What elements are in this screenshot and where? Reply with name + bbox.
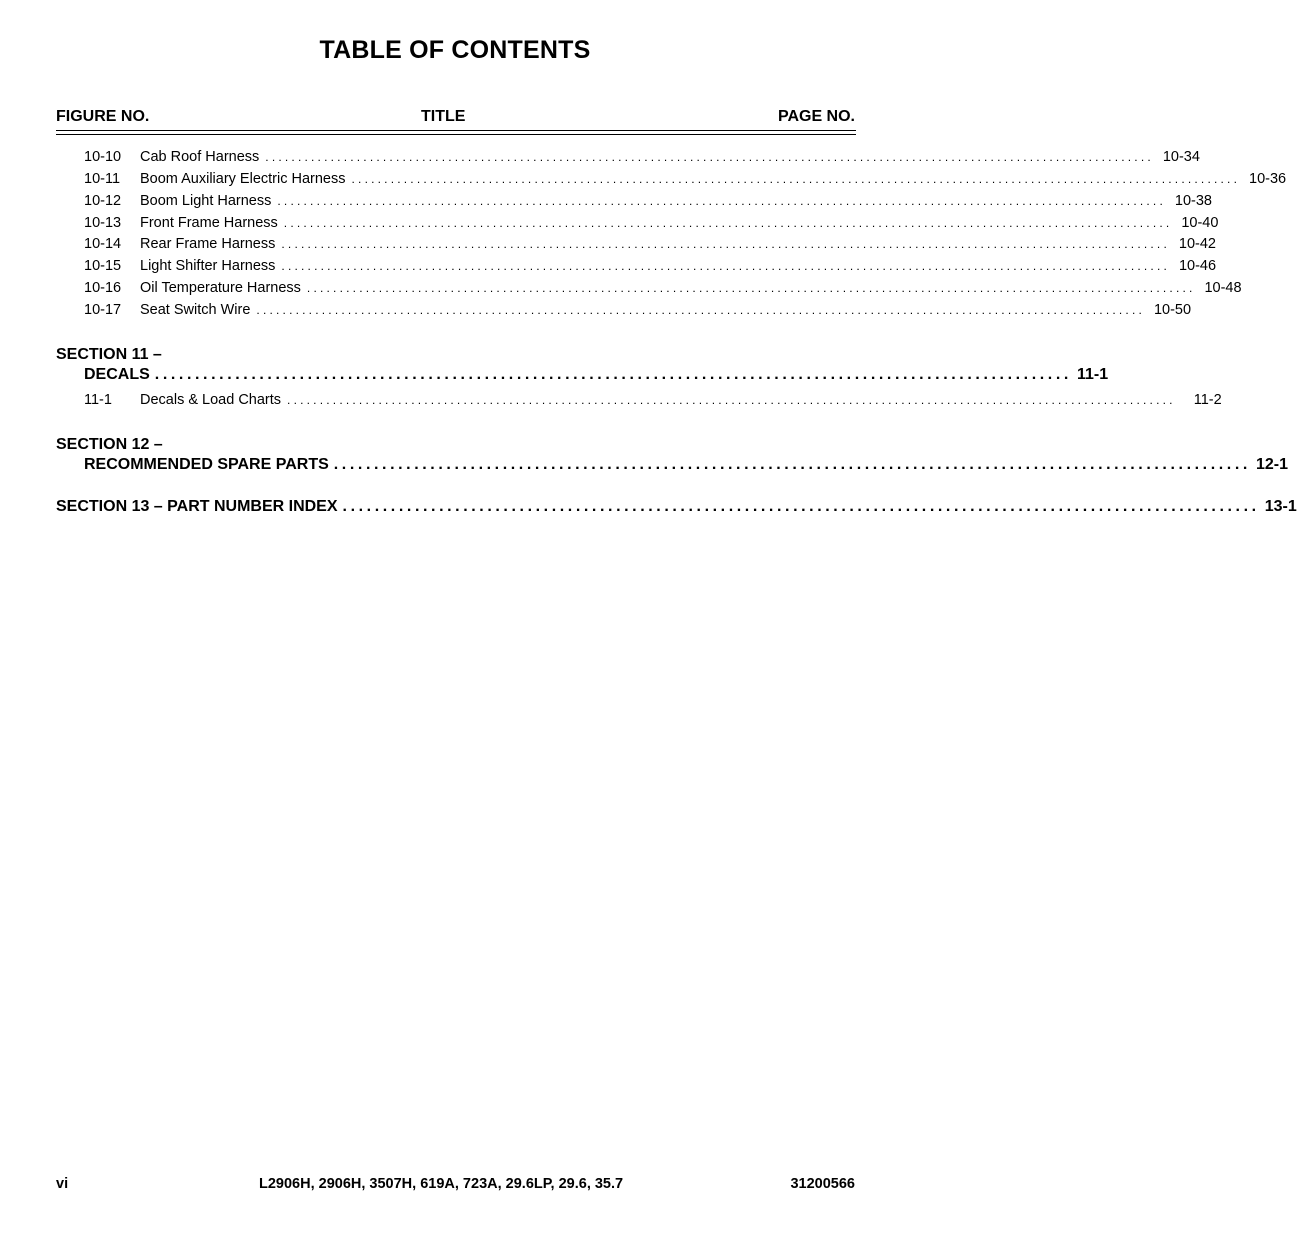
dot-leader: ........................................................................................................................................ [256, 303, 1146, 317]
column-header-figure-no: FIGURE NO. [56, 108, 150, 125]
column-header-page-no: PAGE NO. [777, 108, 855, 125]
dot-leader: .................................................................................................................. [342, 498, 1260, 515]
figure-number: 10-14 [84, 236, 122, 252]
figure-page: 10-42 [1178, 236, 1216, 252]
dot-leader: ........................................................................................................................................ [265, 150, 1154, 164]
figure-number: 10-13 [84, 215, 122, 231]
figure-title: Cab Roof Harness [140, 149, 260, 165]
figure-number: 10-10 [84, 149, 122, 165]
dot-leader: ........................................................................................................................................ [281, 237, 1170, 251]
toc-entry-10-10[interactable] [84, 149, 1200, 169]
figure-title: Decals & Load Charts [140, 392, 282, 408]
figure-title: Seat Switch Wire [140, 302, 251, 318]
section-11-heading: SECTION 11 – [56, 346, 162, 363]
dot-leader: .................................................................................................................. [154, 366, 1072, 383]
page-title: TABLE OF CONTENTS [319, 36, 591, 64]
figure-number: 10-15 [84, 258, 122, 274]
section-page: 13-1 [1264, 498, 1297, 515]
figure-number: 10-16 [84, 280, 122, 296]
footer-doc-number: 31200566 [790, 1176, 855, 1192]
footer-models: L2906H, 2906H, 3507H, 619A, 723A, 29.6LP, 29.6, 35.7 [259, 1176, 624, 1192]
section-page: 11-1 [1076, 366, 1109, 383]
toc-entry-10-14[interactable] [84, 236, 1216, 256]
figure-title: Light Shifter Harness [140, 258, 276, 274]
footer-page-label: vi [56, 1176, 69, 1192]
section-title: SECTION 13 – PART NUMBER INDEX [56, 498, 338, 515]
figure-title: Front Frame Harness [140, 215, 278, 231]
section-title: DECALS [84, 366, 150, 383]
header-rule [56, 130, 856, 131]
figure-title: Oil Temperature Harness [140, 280, 301, 296]
dot-leader: ........................................................................................................................................ [287, 393, 1176, 407]
dot-leader: .................................................................................................................. [333, 456, 1251, 473]
dot-leader: ........................................................................................................................................ [351, 172, 1241, 186]
section-13-entry[interactable] [56, 498, 1297, 520]
figure-page: 10-40 [1181, 215, 1219, 231]
figure-title: Rear Frame Harness [140, 236, 276, 252]
figure-title: Boom Light Harness [140, 193, 272, 209]
dot-leader: ........................................................................................................................................ [277, 194, 1166, 208]
dot-leader: ........................................................................................................................................ [283, 216, 1173, 230]
section-title: RECOMMENDED SPARE PARTS [84, 456, 329, 473]
toc-entry-10-12[interactable] [84, 193, 1212, 213]
header-rule-double [56, 134, 856, 135]
figure-page: 10-46 [1178, 258, 1217, 274]
figure-page: 10-34 [1162, 149, 1200, 165]
figure-number: 10-12 [84, 193, 122, 209]
figure-page: 11-2 [1193, 392, 1222, 408]
toc-entry-10-17[interactable] [84, 302, 1192, 322]
figure-title: Boom Auxiliary Electric Harness [140, 171, 346, 187]
section-12-heading: SECTION 12 – [56, 436, 163, 453]
toc-entry-10-13[interactable] [84, 215, 1219, 235]
figure-page: 10-38 [1174, 193, 1212, 209]
figure-page: 10-48 [1204, 280, 1242, 296]
toc-entry-10-11[interactable] [84, 171, 1287, 191]
figure-page: 10-36 [1249, 171, 1287, 187]
column-header-title: TITLE [421, 108, 466, 125]
dot-leader: ........................................................................................................................................ [281, 259, 1171, 273]
toc-entry-10-16[interactable] [84, 280, 1242, 300]
figure-number: 10-17 [84, 302, 122, 318]
toc-entry-10-15[interactable] [84, 258, 1217, 278]
toc-entry-11-1[interactable] [84, 392, 1222, 412]
dot-leader: ........................................................................................................................................ [306, 281, 1196, 295]
figure-number: 11-1 [84, 392, 112, 408]
section-12-entry[interactable] [84, 456, 1288, 478]
section-11-entry[interactable] [84, 366, 1109, 388]
figure-page: 10-50 [1153, 302, 1192, 318]
section-page: 12-1 [1255, 456, 1288, 473]
figure-number: 10-11 [84, 171, 121, 187]
